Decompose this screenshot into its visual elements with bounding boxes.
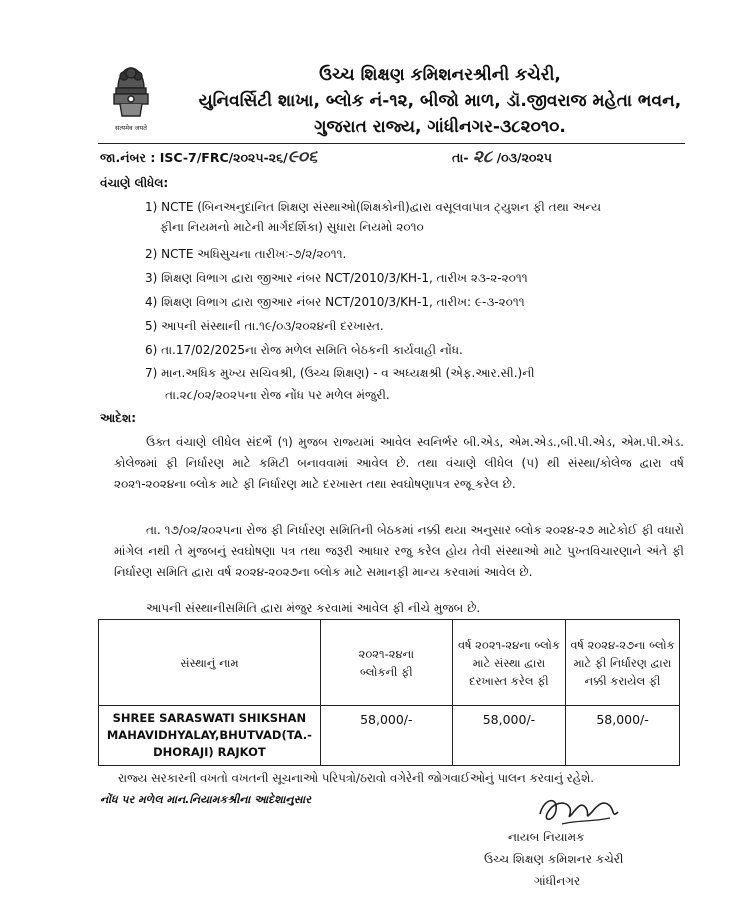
col-header-proposed-fee: વર્ષ ૨૦૨૧-૨૪ના બ્લોક માટે સંસ્થા દ્વારા દરખાસ્ત કરેલ ફી	[452, 620, 565, 706]
signatory-office: ઉચ્ચ શિક્ષણ કમિશનર કચેરી	[484, 852, 624, 866]
date-rest: /૦૩/૨૦૨૫	[496, 150, 553, 165]
order-paragraph-2: તા. ૧૭/૦૨/૨૦૨૫ના રોજ ફી નિર્ધારણ સમિતિની બેઠકમાં નક્કી થયા અનુસાર બ્લોક ૨૦૨૪-૨૭ માટેકોઈ ફી વધારો માંગેલ નથી તે મુજબનું સ્વઘોષણા પત્ર તથા જરૂરી આધાર રજુ કરેલ હોય તેવી સંસ્થાઓ માટે પુખ્તવિચારણાને અંતે ફી નિર્ધારણ સમિતિ દ્વારા વર્ષ ૨૦૨૪-૨૦૨૭ના બ્લોક માટે સમાનફી માન્ય કરવામાં આવેલ છે.	[114, 523, 684, 579]
order-paragraph-1: ઉક્ત વંચાણે લીધેલ સંદર્ભે (૧) મુજબ રાજ્યમાં આવેલ સ્વનિર્ભર બી.એડ, એમ.એડ.,બી.પી.એડ, એમ.પી.એડ. કોલેજમાં ફી નિર્ધારણ માટે કમિટી બનાવવામાં આવેલ છે. તથા વંચાણે લીધેલ (૫) થી સંસ્થા/કોલેજ દ્વારા વર્ષ ૨૦૨૧-૨૦૨૪ના બ્લોક માટે ફી નિર્ધારણ માટે દરખાસ્ત તથા સ્વઘોષણાપત્ર રજૂ કરેલ છે.	[114, 435, 684, 491]
handwritten-day: ૨૮	[472, 147, 493, 167]
read-item: 3) શિક્ષણ વિભાગ દ્વારા જીઆર નંબર NCT/2010/3/KH-1, તારીખ ૨૩-૨-૨૦૧૧	[145, 271, 528, 285]
col-header-fee-2021-24: ૨૦૨૧-૨૪ના બ્લોકની ફી	[320, 620, 452, 706]
read-item: 7) માન.અધિક મુખ્ય સચિવશ્રી, (ઉચ્ચ શિક્ષણ) - વ અધ્યક્ષશ્રી (એફ.આર.સી.)ની	[145, 366, 535, 380]
header-divider	[98, 143, 685, 144]
reference-number	[100, 147, 318, 167]
col-header-fixed-fee: વર્ષ ૨૦૨૪-૨૭ના બ્લોક માટે ફી નિર્ધારણ દ્વારા નક્કી કરાયેલ ફી	[566, 620, 680, 706]
date-label: તા-	[452, 150, 469, 165]
read-item: 5) આપની સંસ્થાની તા.૧૯/૦૩/૨૦૨૪ની દરખાસ્ત.	[145, 319, 384, 333]
read-item: 4) શિક્ષણ વિભાગ દ્વારા જીઆર નંબર NCT/2010/3/KH-1, તારીખ: ૯-૩-૨૦૧૧	[145, 295, 525, 309]
read-item: 1) NCTE (બિનઅનુદાનિત શિક્ષણ સંસ્થાઓ(શિક્ષકોની)દ્વારા વસૂલવાપાત્ર ટ્યુશન ફી તથા અન્ય	[145, 200, 602, 214]
reference-label: જા.નંબર : ISC-7/FRC/૨૦૨૫-૨૬/	[100, 150, 288, 165]
read-item: 2) NCTE અધિસુચના તારીખઃ-૭/૨/૨૦૧૧.	[145, 247, 347, 261]
fixed-fee: 58,000/-	[566, 706, 680, 766]
fee-table	[98, 619, 680, 766]
read-item: તા.૨૮/૦૨/૨૦૨૫ના રોજ નોંધ પર મળેલ મંજુરી.	[165, 388, 390, 402]
note-line: નોંધ પર મળેલ માન.નિયામકશ્રીના આદેશાનુસાર	[100, 793, 311, 806]
read-item: 6) તા.17/02/2025ના રોજ મળેલ સમિતિ બેઠકની કાર્યવાહી નોંધ.	[145, 343, 463, 357]
table-header-row	[99, 620, 680, 706]
table-row	[99, 706, 680, 766]
reference-date	[452, 147, 552, 167]
signatory-title: નાયબ નિયામક	[508, 830, 585, 844]
office-address: યુનિવર્સિટી શાખા, બ્લોક નં-૧૨, બીજો માળ, ડૉ.જીવરાજ મહેતા ભવન,	[198, 91, 682, 111]
col-header-institution: સંસ્થાનું નામ	[99, 620, 321, 706]
read-item: ફીના નિયમનો માટેની માર્ગદર્શિકા) સુધારા નિયમો ૨૦૧૦	[160, 220, 424, 234]
fee-2021-24: 58,000/-	[320, 706, 452, 766]
signatory-place: ગાંધીનગર	[534, 874, 581, 888]
handwritten-number: ૯૦૬	[287, 147, 318, 167]
proposed-fee: 58,000/-	[452, 706, 565, 766]
order-heading: આદેશ:	[100, 411, 137, 425]
national-emblem-icon	[108, 62, 154, 136]
institution-name: SHREE SARASWATI SHIKSHAN MAHAVIDHYALAY,BHUTVAD(TA.-DHORAJI) RAJKOT	[99, 706, 321, 766]
emblem-motto: सत्यमेव जयते	[115, 124, 147, 132]
office-name: ઉચ્ચ શિક્ષણ કમિશનરશ્રીની કચેરી,	[319, 65, 561, 85]
office-state: ગુજરાત રાજ્ય, ગાંધીનગર-૩૮૨૦૧૦.	[314, 117, 566, 137]
compliance-line: રાજ્ય સરકારની વખતો વખતની સૂચનાઓ પરિપત્રો/ઠરાવો વગેરેની જોગવાઈઓનું પાલન કરવાનું રહેશે.	[118, 771, 595, 785]
read-heading: વંચાણે લીધેલ:	[100, 176, 169, 190]
table-intro: આપની સંસ્થાનીસમિતિ દ્વારા મંજુર કરવામાં આવેલ ફી નીચે મુજબ છે.	[146, 601, 481, 615]
